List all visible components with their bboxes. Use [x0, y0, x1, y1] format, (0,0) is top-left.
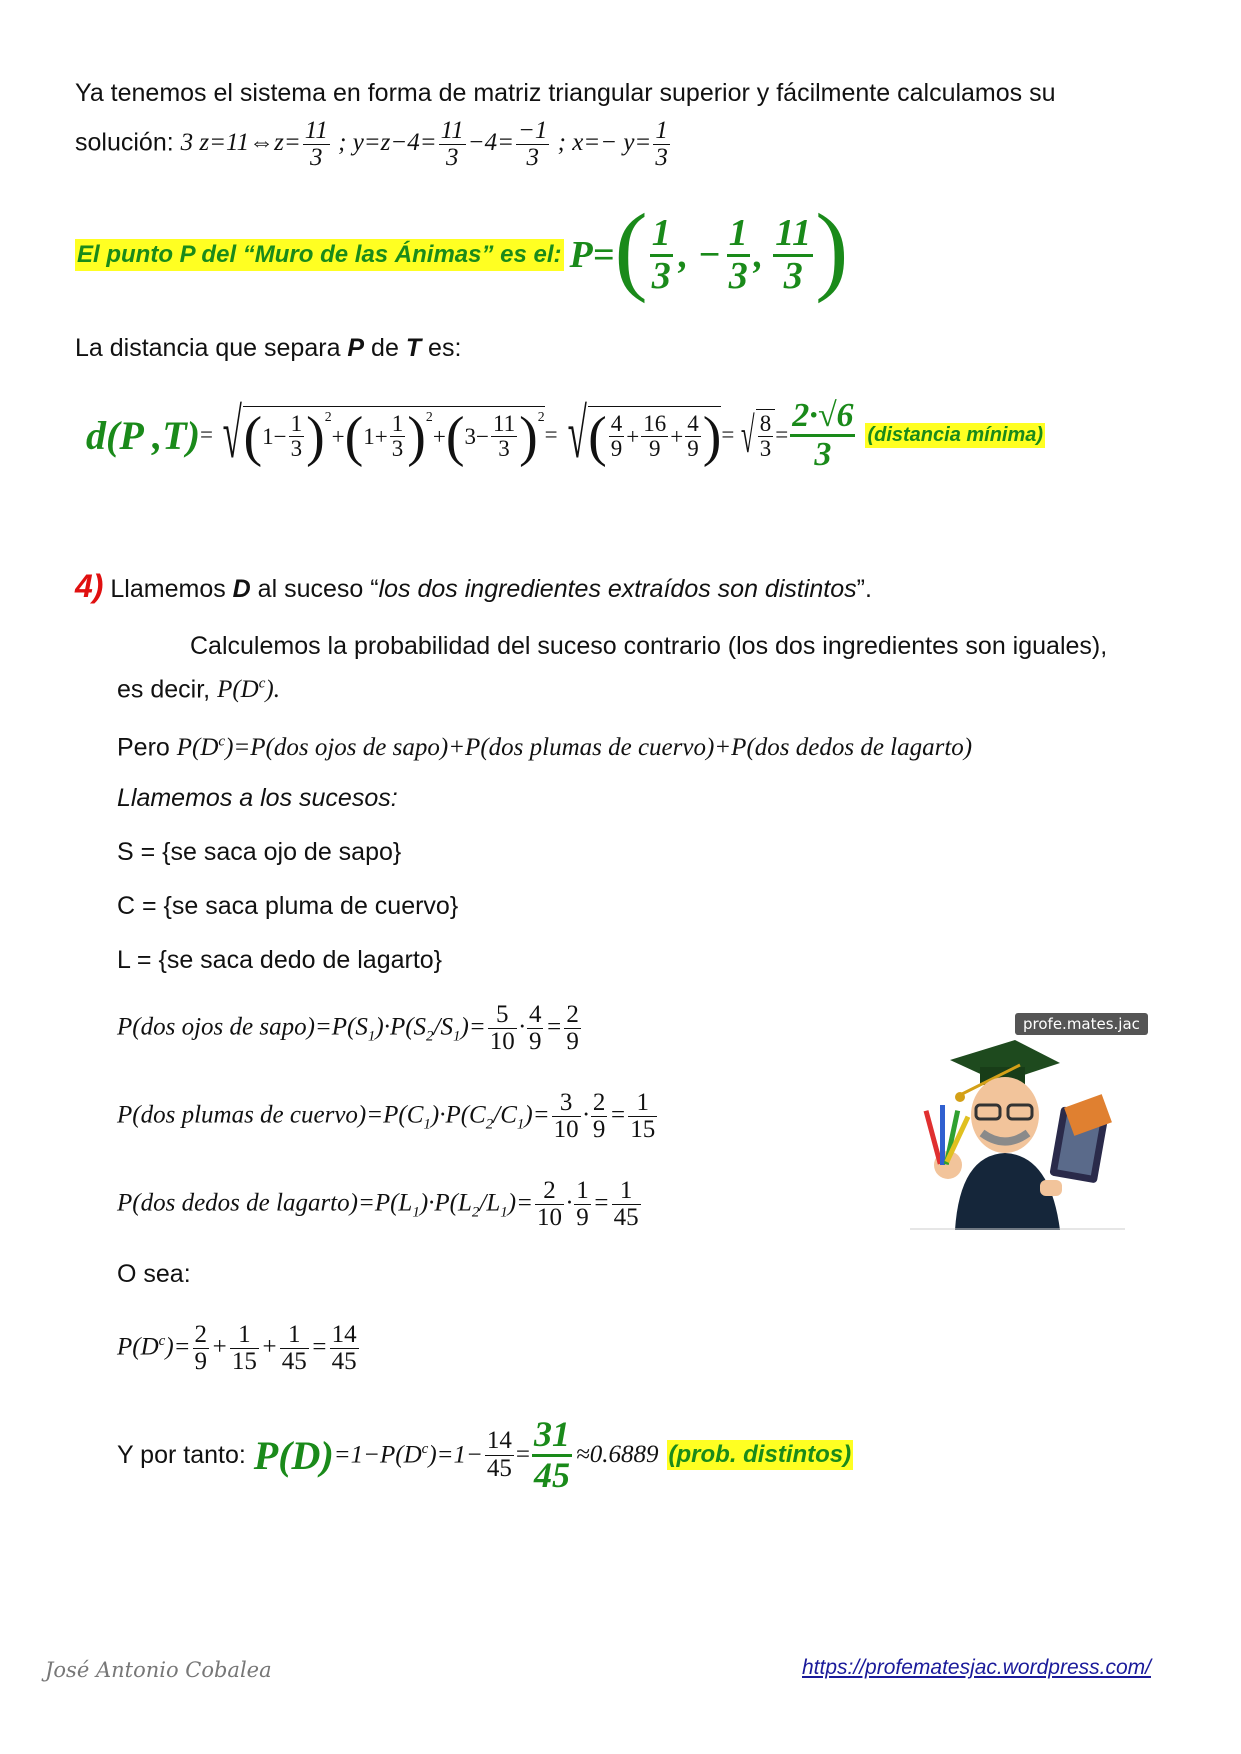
- distance-equation: d(P ,T) = √ ( 1− $\frac{1}{3}$ ) $^2$ + ( 1+ $\frac{1}{3}$ ) $^2$ + ( 3− $\frac{11}{3}$ ) $^2$ = √ ( $\frac{4}{9}$ + $\frac{16}{9}$ + $\frac{4}{9}$ ) = √ $\frac{8}{3}$ = $\frac{2\cdot√6}{3}$ (distancia mínima): [86, 396, 1044, 473]
- footer-url-link[interactable]: https://profematesjac.wordpress.com/: [802, 1656, 1151, 1679]
- footer-author: José Antonio Cobalea: [45, 1658, 272, 1682]
- distance-note: (distancia mínima): [867, 423, 1044, 446]
- point-label: El punto P del “Muro de las Ánimas” es el:: [75, 239, 564, 271]
- prob-row-cuervo: P(dos plumas de $cuervo)=P(C_1)\cdot P(C_2/C_1)=$ $\frac{3}{10}$ · $\frac{2}{9}$ = $\frac{1}{15}$: [117, 1089, 656, 1144]
- final-equation: Y por tanto: P(D) $=1-P(D^c)=1-$ $\frac{14}{45}$ = $\frac{31}{45}$ ≈0.6889 (prob. distintos): [117, 1413, 852, 1495]
- intro-line: Ya tenemos el sistema en forma de matriz triangular superior y fácilmente calculamos su: [75, 79, 1056, 107]
- teacher-avatar: [910, 1005, 1140, 1230]
- prob-row-sapo: P(dos ojos de $sapo)=P(S_1)\cdot P(S_2/S_1)=$ $\frac{5}{10}$ · $\frac{4}{9}$ = $\frac{2}{9}$: [117, 1001, 579, 1056]
- final-note: (prob. distintos): [668, 1441, 852, 1468]
- point-line: [75, 193, 849, 310]
- solution-line: [75, 118, 672, 172]
- distance-intro: La distancia que separa P de T es:: [75, 334, 462, 362]
- avatar-illustration: [910, 1005, 1125, 1230]
- complement-line-1: Calculemos la probabilidad del suceso contrario (los dos ingredientes son iguales),: [190, 632, 1108, 660]
- llamemos-label: Llamemos a los sucesos:: [117, 784, 398, 812]
- distance-lhs: d(P ,T): [86, 412, 201, 458]
- point-equation: P= ( $\frac{1}{3}$ , − $\frac{1}{3}$ , $\frac{11}{3}$ ): [569, 193, 849, 304]
- sum-equation: $P(D^c)=$ $\frac{2}{9}$ + $\frac{1}{15}$ + $\frac{1}{45}$ = $\frac{14}{45}$: [117, 1321, 357, 1376]
- solution-equation: 3 z=11⇔z= $\frac{11}{3}$ ; y=z−4= $\frac{11}{3}$ −4= $\frac{-1}{3}$ ; x=− y= $\frac{1}{3}$: [180, 117, 668, 172]
- final-lhs: P(D): [253, 1432, 334, 1478]
- section-4-heading: 4) Llamemos D al suceso “los dos ingredientes extraídos son distintos”.: [75, 568, 872, 604]
- complement-line-2: es decir, $P(D^c)$.: [117, 675, 280, 704]
- section-number: 4): [75, 568, 104, 604]
- event-l: L = {se saca dedo de lagarto}: [117, 946, 443, 974]
- osea-label: O sea:: [117, 1260, 191, 1288]
- pero-line: Pero $P(D^c)=P(dos$ ojos de sapo)+P(dos plumas de cuervo)+P(dos dedos de lagarto): [117, 733, 973, 762]
- avatar-tag: profe.mates.jac: [1015, 1013, 1148, 1035]
- event-c: C = {se saca pluma de cuervo}: [117, 892, 459, 920]
- prob-row-lagarto: P(dos dedos de $lagarto)=P(L_1)\cdot P(L_2/L_1)=$ $\frac{2}{10}$ · $\frac{1}{9}$ = $\frac{1}{45}$: [117, 1177, 639, 1232]
- solution-label: solución:: [75, 128, 174, 157]
- event-s: S = {se saca ojo de sapo}: [117, 838, 402, 866]
